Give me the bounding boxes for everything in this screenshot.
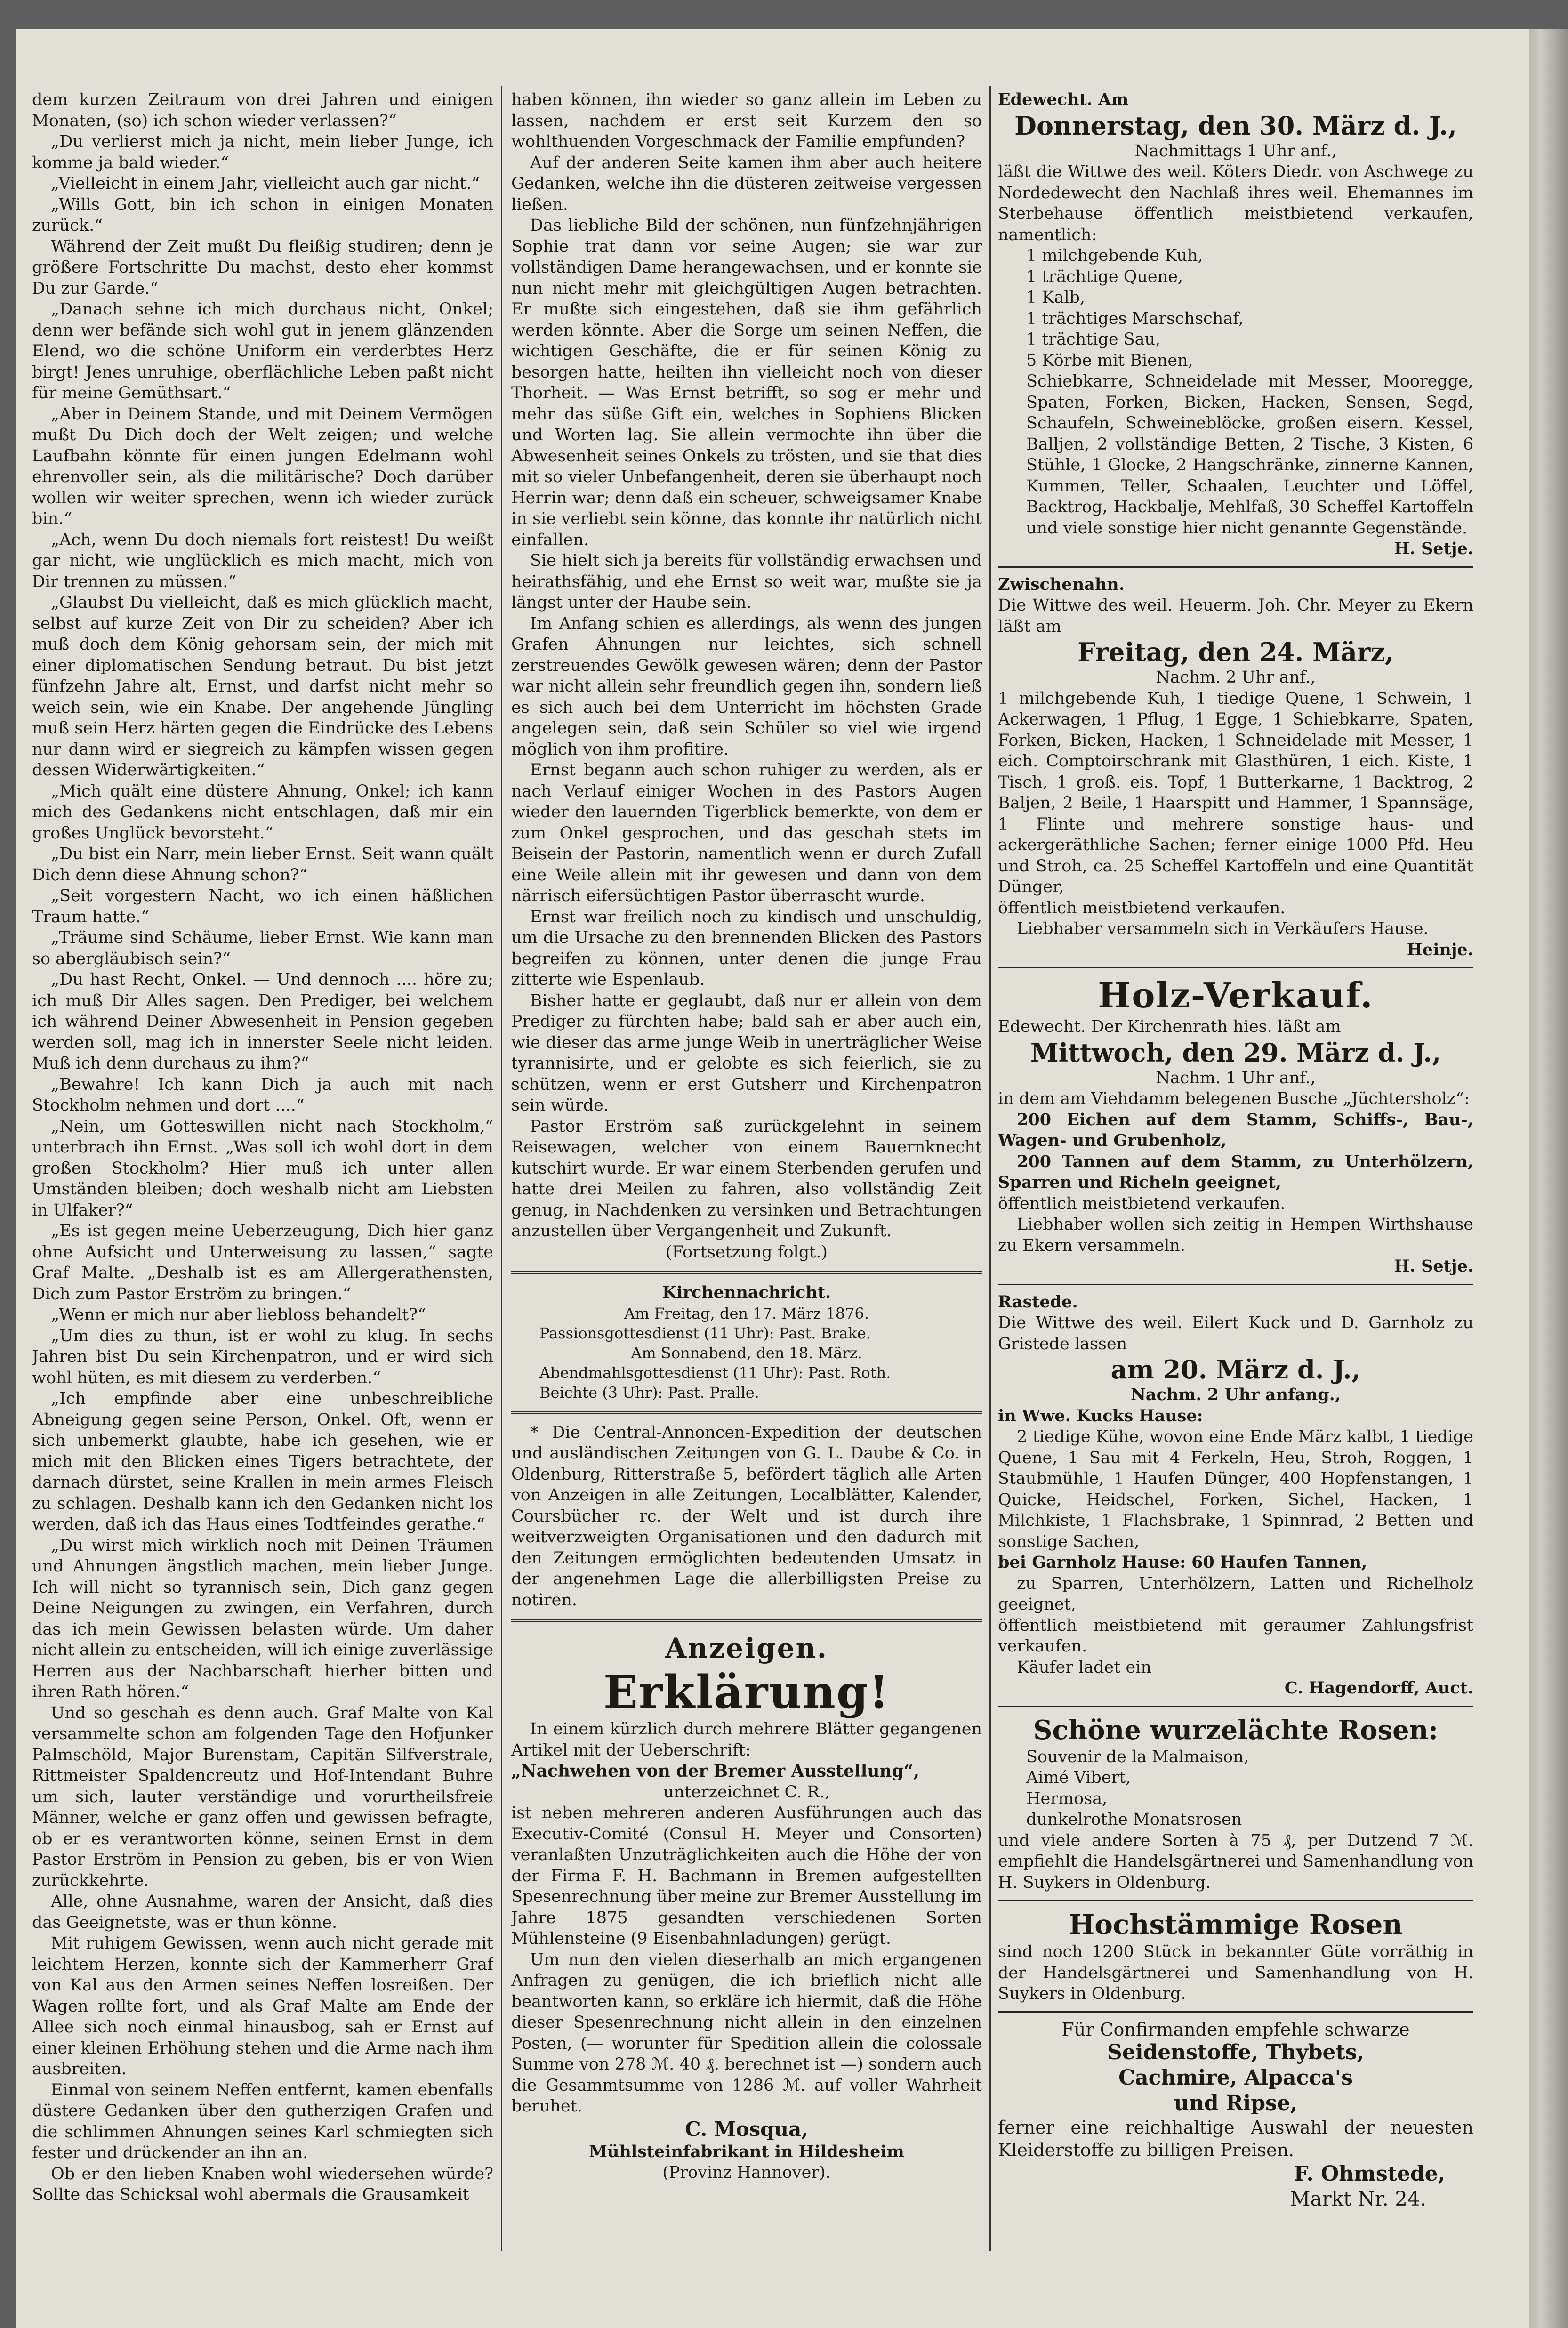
ad-line: Für Confirmanden empfehle schwarze <box>1061 2019 1410 2040</box>
ad-end: öffentlich meistbietend verkaufen. <box>998 1194 1286 1213</box>
ad-text: Schiebkarre, Schneidelade mit Messer, Mooregge, Spaten, Forken, Bicken, Hacken, Sensen, Segd, Schaufeln, Schweineblöcke, großen eisern. Kessel, Balljen, 2 vollständige Betten, 2 Tische, 3 Kisten, 6 Stühle, 1 Glocke, 2 Hangschränke, zinnerne Kannen, Kummen, Teller, Schaalen, Leuchter und Löffel, Backtrog, Hackbalje, Mehlfaß, 30 Scheffel Kartoffeln und viele sonstige hier nicht genannte Gegenstände. <box>1026 372 1473 538</box>
story-paragraph: Mit ruhigem Gewissen, wenn auch nicht gerade mit leichtem Herzen, konnte sich der Kammerherr Graf von Kal aus den Armen seines Neffen losreißen. Der Wagen rollte fort, und als Graf Malte am Ende der Allee sich noch einmal hinausbog, sah er Ernst auf einer kleinen Erhöhung stehen und die Arme nach ihm ausbreiten. <box>32 1934 493 2078</box>
ad-time: Nachm. 2 Uhr anf., <box>1156 668 1316 687</box>
ad-intro: Edewecht. Der Kirchenrath hies. läßt am <box>998 1017 1341 1036</box>
erklaerung-signature: C. Mosqua, <box>685 2117 808 2141</box>
ad-time: Nachm. 2 Uhr anfang., <box>1130 1385 1341 1404</box>
ads-header: Anzeigen. <box>665 1632 828 1664</box>
roses-ad <box>998 1714 1473 1893</box>
erklaerung-title: Erklärung! <box>603 1666 890 1719</box>
ad-place: Zwischenahn. <box>998 574 1125 594</box>
story-paragraph: Bisher hatte er geglaubt, daß nur er allein von dem Prediger zu fürchten habe; bald sah er aber auch ein, wie dieser das arme junge Weib in unerträglicher Weise tyrannisirte, und er gelobte es sich feierlich, sie zu schützen, wenn er erst Gutsherr und Kirchenpatron sein würde. <box>511 991 982 1115</box>
ad-text: 1 milchgebende Kuh, 1 tiedige Quene, 1 Schwein, 1 Ackerwagen, 1 Pflug, 1 Egge, 1 Schiebkarre, Spaten, Forken, Bicken, Hacken, 1 Schneidelade mit Messer, 1 eich. Comptoirschrank mit Glasthüren, 1 eich. Kiste, 1 Tisch, 1 groß. eis. Topf, 1 Butterkarne, 1 Backtrog, 2 Baljen, 2 Beile, 1 Haarspitt und Hammer, 1 Spannsäge, 1 Flinte und mehrere sonstige haus- und ackergeräthliche Sachen; ferner einige 1000 Pfd. Heu und Stroh, ca. 25 Scheffel Kartoffeln und eine Quantität Dünger, <box>998 689 1473 896</box>
ad-title: Hochstämmige Rosen <box>1069 1909 1403 1941</box>
ad-intro: Die Wittwe des weil. Eilert Kuck und D. Garnholz zu Gristede lassen <box>998 1313 1473 1353</box>
story-paragraph: Ernst war freilich noch zu kindisch und unschuldig, um die Ursache zu den brennenden Blicken des Pastors begreifen zu können, unter denen die junge Frau zitterte wie Espenlaub. <box>511 907 982 989</box>
divider <box>511 1271 982 1274</box>
ad-date: Freitag, den 24. März, <box>1077 637 1394 667</box>
erklaerung-signature-place: (Provinz Hannover). <box>662 2163 831 2182</box>
ad-item: 1 milchgebende Kuh, <box>1026 246 1203 265</box>
church-line: Am Freitag, den 17. März 1876. <box>624 1304 869 1322</box>
ad-place: Edewecht. Am <box>998 90 1129 109</box>
story-paragraph: „Mich quält eine düstere Ahnung, Onkel; ich kann mich des Gedankens nicht entschlagen, daß mir ein großes Unglück bevorsteht.“ <box>32 781 493 843</box>
rose-variety: Souvenir de la Malmaison, <box>1026 1747 1249 1766</box>
divider <box>998 566 1473 568</box>
story-column-1 <box>32 89 493 2206</box>
ad-intro: läßt die Wittwe des weil. Köters Diedr. von Aschwege zu Nordedewecht den Nachlaß ihres weil. Ehemannes im Sterbehause öffentlich meistbietend verkaufen, namentlich: <box>998 162 1473 244</box>
auction-ad-zwischenahn <box>998 574 1473 961</box>
ad-signature: C. Hagendorff, Auct. <box>1284 1678 1473 1698</box>
auction-ad-rastede <box>998 1292 1473 1699</box>
ad-item: 1 Kalb, <box>1026 288 1086 307</box>
ad-note: Liebhaber wollen sich zeitig in Hempen Wirthshause zu Ekern versammeln. <box>998 1215 1473 1255</box>
fabrics-ad <box>998 2019 1473 2212</box>
story-paragraph: „Wenn er mich nur aber liebloss behandelt?“ <box>51 1305 426 1324</box>
story-paragraph: „Ich empfinde aber eine unbeschreibliche Abneigung gegen seine Person, Onkel. Oft, wenn er sich unbemerkt glaubte, habe ich gesehen, wie er mich mit den Blicken eines Tigers betrachtete, der darnach dürstet, seine Krallen in mein armes Fleisch zu schlagen. Deshalb kann ich den Gedanken nicht los werden, daß ich das Haus eines Todtfeindes gerathe.“ <box>32 1389 493 1534</box>
divider <box>998 2011 1473 2013</box>
church-line: Abendmahlsgottesdienst (11 Uhr): Past. Roth. <box>539 1363 891 1382</box>
continued-note: (Fortsetzung folgt.) <box>665 1242 828 1262</box>
divider <box>998 967 1473 968</box>
ad-signature: H. Setje. <box>1394 539 1473 558</box>
church-line: Passionsgottesdienst (11 Uhr): Past. Brake. <box>539 1324 871 1342</box>
ad-line: Seidenstoffe, Thybets, <box>1107 2040 1364 2064</box>
ad-line: Cachmire, Alpacca's <box>1118 2066 1353 2090</box>
ad-title: Holz-Verkauf. <box>1098 975 1374 1016</box>
ad-title: Schöne wurzelächte Rosen: <box>1033 1714 1439 1746</box>
story-paragraph: Und so geschah es denn auch. Graf Malte von Kal versammelte schon am folgenden Tage den Hofjunker Palmschöld, Major Burenstam, Capitän Silfverstrale, Rittmeister Spaldencreutz und Hof-Intendant Buhre um sich, lauter verständige und vorurtheilsfreie Männer, welche er ganz offen und gewissen befragte, ob er es verantworten könne, seinen Ernst in dem Pastor Erström in Pension zu geben, bis er von Wien zurückkehrte. <box>32 1703 493 1890</box>
newspaper-page <box>16 29 1529 2328</box>
rose-variety: Aimé Vibert, <box>1026 1768 1131 1787</box>
story-paragraph: „Du wirst mich wirklich noch mit Deinen Träumen und Ahnungen ängstlich machen, mein lieber Junge. Ich will nicht so tyrannisch sein, Dich ganz gegen Deine Neigungen zu zwingen, ein Verfahren, durch das ich mein Gewissen belasten würde. Um daher nicht allein zu entscheiden, will ich einige zuverlässige Herren aus der Nachbarschaft hierher bitten und ihren Rath hören.“ <box>32 1536 493 1701</box>
erklaerung-text: ist neben mehreren anderen Ausführungen auch das Executiv-Comité (Consul H. Meyer und Consorten) veranlaßten Unzuträglichkeiten auch die Höhe der von der Firma F. H. Bachmann in Bremen aufgestellten Spesenrechnung über meine zur Bremer Ausstellung im Jahre 1875 gesandten verschiedenen Sorten Mühlensteine (9 Eisenbahnladungen) gerügt. <box>511 1804 982 1948</box>
ad-text: und viele andere Sorten à 75 ₰, per Dutzend 7 ℳ. empfiehlt die Handelsgärtnerei und Samenhandlung von H. Suykers in Oldenburg. <box>998 1831 1473 1892</box>
story-paragraph: „Danach sehne ich mich durchaus nicht, Onkel; denn wer befände sich wohl gut in jenem glänzenden Elend, wo die schöne Uniform ein verderbtes Herz birgt! Jenes unruhige, oberflächliche Leben paßt nicht für meine Gemüthsart.“ <box>32 300 493 403</box>
ad-item: 5 Körbe mit Bienen, <box>1026 351 1193 370</box>
ad-date: Mittwoch, den 29. März d. J., <box>1030 1037 1441 1068</box>
standard-roses-ad <box>998 1908 1473 2005</box>
erklaerung-text: Um nun den vielen dieserhalb an mich ergangenen Anfragen zu genügen, die ich brieflich nicht alle beantworten kann, so erkläre ich hiermit, daß die Höhe dieser Spesenrechnung nicht allein in den einzelnen Posten, (— worunter für Spedition allein die colossale Summe von 278 ℳ. 40 ₰. berechnet ist —) sondern auch die Gesammtsumme von 1286 ℳ. auf voller Wahrheit beruhet. <box>511 1950 982 2116</box>
story-paragraph: Im Anfang schien es allerdings, als wenn des jungen Grafen Ahnungen nur leichtes, sich schnell zerstreuendes Gewölk gewesen wären; denn der Pastor war nicht allein sehr freundlich gegen ihn, sondern ließ es sich auch bei dem Unterricht im höchsten Grade angelegen sein, daß sein Schüler so viel wie irgend möglich von ihm profitire. <box>511 614 982 759</box>
story-paragraph: „Du hast Recht, Onkel. — Und dennoch .... höre zu; ich muß Dir Alles sagen. Den Prediger, bei welchem ich während Deiner Abwesenheit in Pension gegeben werden soll, mag ich in innerster Seele nicht leiden. Muß ich denn durchaus zu ihm?“ <box>32 970 493 1073</box>
story-paragraph: „Glaubst Du vielleicht, daß es mich glücklich macht, selbst auf kurze Zeit von Dir zu scheiden? Aber ich muß doch dem König gehorsam sein, der mich mit einer diplomatischen Sendung betraut. Du bist jetzt fünfzehn Jahre alt, Ernst, und darfst nicht mehr so weich sein, wie ein Knabe. Der angehende Jüngling muß sein Herz härten gegen die Eindrücke des Lebens nur dann wird er siegreich zu kämpfen wissen gegen dessen Widerwärtigkeiten.“ <box>32 593 493 780</box>
ad-end: öffentlich meistbietend mit geraumer Zahlungsfrist verkaufen. <box>998 1616 1473 1656</box>
ad-line: 200 Tannen auf dem Stamm, zu Unterhölzern, Sparren und Richeln geeignet, <box>998 1152 1473 1192</box>
erklaerung-ad <box>511 1666 982 2183</box>
story-paragraph: Ernst begann auch schon ruhiger zu werden, als er nach Verlauf einiger Wochen in des Pastors Augen wieder den lauernden Tigerblick bemerkte, von dem er zum Onkel gesprochen, und das geschah stets im Beisein der Pastorin, namentlich wenn er durch Zufall eine Weile allein mit ihr gewesen und dann von dem närrisch eifersüchtigen Pastor überrascht wurde. <box>511 761 982 905</box>
ad-text: zu Sparren, Unterhölzern, Latten und Richelholz geeignet, <box>998 1574 1473 1614</box>
divider <box>511 1619 982 1622</box>
story-paragraph: Ob er den lieben Knaben wohl wiedersehen würde? Sollte das Schicksal wohl abermals die Grausamkeit <box>32 2164 493 2204</box>
timber-sale-ad <box>998 975 1473 1277</box>
ad-subheading: bei Garnholz Hause: 60 Haufen Tannen, <box>998 1553 1367 1572</box>
story-paragraph: „Du verlierst mich ja nicht, mein lieber Junge, ich komme ja bald wieder.“ <box>32 132 493 172</box>
story-paragraph: haben können, ihn wieder so ganz allein im Leben zu lassen, nachdem er erst seit Kurzem den so wohlthuenden Vorgeschmack der Familie empfunden? <box>511 90 982 151</box>
story-text-continued <box>511 89 982 1242</box>
column-rule <box>501 86 502 2251</box>
ad-date: am 20. März d. J., <box>1110 1354 1361 1385</box>
divider <box>998 1706 1473 1707</box>
column-rule <box>989 86 991 2251</box>
ad-note: Liebhaber versammeln sich in Verkäufers Hause. <box>1017 919 1429 938</box>
ad-item: 1 trächtige Sau, <box>1026 330 1161 349</box>
story-paragraph: Das liebliche Bild der schönen, nun fünfzehnjährigen Sophie trat dann vor seine Augen; sie war zur vollständigen Dame herangewachsen, und er konnte sie nun nicht mehr mit gleichgültigen Augen betrachten. Er mußte sich eingestehen, daß sie ihm gefährlich werden könnte. Aber die Sorge um seinen Neffen, die wichtigen Geschäfte, die er für seinen König zu besorgen hatte, heilten ihn vielleicht noch von dieser Thorheit. — Was Ernst betrifft, so sog er mehr und mehr das süße Gift ein, welches in Sophiens Blicken und Worten lag. Sie allein vermochte ihn über die Abwesenheit seines Onkels zu trösten, und sie that dies mit so vieler Unbefangenheit, deren sie überhaupt noch Herrin war; denn daß ein scheuer, schweigsamer Knabe in sie verliebt sein könne, das konnte ihr natürlich nicht einfallen. <box>511 216 982 549</box>
ad-intro: Die Wittwe des weil. Heuerm. Joh. Chr. Meyer zu Ekern läßt am <box>998 596 1473 636</box>
ad-text: in dem am Viehdamm belegenen Busche „Jüchtersholz“: <box>998 1089 1470 1108</box>
story-paragraph: „Um dies zu thun, ist er wohl zu klug. In sechs Jahren bist Du sein Kirchenpatron, und er wird sich wohl hüten, es mit diesem zu verderben.“ <box>32 1326 493 1387</box>
church-line: Beichte (3 Uhr): Past. Pralle. <box>539 1383 759 1402</box>
story-paragraph: Auf der anderen Seite kamen ihm aber auch heitere Gedanken, welche ihn die düsteren zeitweise vergessen ließen. <box>511 153 982 214</box>
auction-ad-edewecht <box>998 89 1473 560</box>
divider <box>998 1284 1473 1285</box>
story-paragraph: „Vielleicht in einem Jahr, vielleicht auch gar nicht.“ <box>51 174 480 193</box>
story-text <box>32 89 493 2206</box>
story-paragraph: Einmal von seinem Neffen entfernt, kamen ebenfalls düstere Gedanken über den gutherzigen Grafen und die schlimmen Ahnungen seines Karl schmiegten sich fester und drückender an ihn an. <box>32 2080 493 2162</box>
page-edge <box>1529 29 1568 2328</box>
divider <box>511 1411 982 1414</box>
ad-time: Nachm. 1 Uhr anf., <box>1156 1068 1316 1087</box>
church-title: Kirchennachricht. <box>662 1283 831 1302</box>
story-paragraph: Pastor Erström saß zurückgelehnt in seinem Reisewagen, welcher von einem Bauernknecht kutschirt wurde. Er war einem Sterbenden gerufen und hatte drei Meilen zu fahren, also vollständig Zeit genug, in Nachdenken zu versinken und Betrachtungen anzustellen über Vergangenheit und Zukunft. <box>511 1117 982 1241</box>
story-paragraph: „Träume sind Schäume, lieber Ernst. Wie kann man so abergläubisch sein?“ <box>32 928 493 968</box>
ad-time: Nachmittags 1 Uhr anf., <box>1134 141 1337 161</box>
annoncen-notice: * Die Central-Annoncen-Expedition der deutschen und ausländischen Zeitungen von G. L. Daube & Co. in Oldenburg, Ritterstraße 5, befördert täglich alle Arten von Anzeigen in alle Zeitungen, Localblätter, Kalender, Coursbücher rc. der Welt und ist durch ihre weitverzweigten Organisationen und den dadurch mit den Zeitungen ermöglichten bedeutenden Umsatz in der angenehmen Lage die allerbilligsten Preise zu notiren. <box>511 1423 982 1610</box>
ad-address: Markt Nr. 24. <box>1290 2187 1426 2210</box>
ad-subheading: in Wwe. Kucks Hause: <box>998 1406 1203 1426</box>
story-paragraph: „Ach, wenn Du doch niemals fort reistest! Du weißt gar nicht, wie unglücklich es mich macht, mich von Dir trennen zu müssen.“ <box>32 530 493 591</box>
church-line: Am Sonnabend, den 18. März. <box>631 1344 862 1362</box>
ad-signature: H. Setje. <box>1394 1257 1473 1276</box>
ad-item-list <box>998 245 1473 371</box>
story-paragraph: „Seit vorgestern Nacht, wo ich einen häßlichen Traum hatte.“ <box>32 886 493 926</box>
ad-item: 1 trächtige Quene, <box>1026 267 1183 286</box>
erklaerung-signature-title: Mühlsteinfabrikant in Hildesheim <box>589 2142 904 2161</box>
ads-column <box>998 89 1473 2211</box>
ad-text: sind noch 1200 Stück in bekannter Güte vorräthig in der Handelsgärtnerei und Samenhandlung von H. Suykers in Oldenburg. <box>998 1942 1473 2003</box>
rose-variety: Hermosa, <box>1026 1789 1108 1808</box>
erklaerung-headline: „Nachwehen von der Bremer Ausstellung“, <box>511 1761 920 1781</box>
ad-line: 200 Eichen auf dem Stamm, Schiffs-, Bau-, Wagen- und Grubenholz, <box>998 1110 1473 1150</box>
story-paragraph: „Bewahre! Ich kann Dich ja auch mit nach Stockholm nehmen und dort ....“ <box>32 1075 493 1115</box>
ad-place: Rastede. <box>998 1292 1078 1312</box>
divider <box>998 1900 1473 1901</box>
rose-variety: dunkelrothe Monatsrosen <box>1026 1810 1242 1829</box>
ad-item: 1 trächtiges Marschschaf, <box>1026 309 1244 328</box>
story-paragraph: Sie hielt sich ja bereits für vollständig erwachsen und heirathsfähig, und ehe Ernst so weit war, mußte sie ja längst unter der Haube sein. <box>511 551 982 612</box>
story-paragraph: Alle, ohne Ausnahme, waren der Ansicht, daß dies das Geeignetste, was er thun könne. <box>32 1892 493 1932</box>
church-notice <box>511 1282 982 1402</box>
story-paragraph: „Wills Gott, bin ich schon in einigen Monaten zurück.“ <box>32 195 493 235</box>
story-column-2 <box>511 89 982 2183</box>
ad-line: und Ripse, <box>1174 2091 1298 2115</box>
ad-note: Käufer ladet ein <box>1017 1658 1151 1677</box>
story-paragraph: Während der Zeit mußt Du fleißig studiren; denn je größere Fortschritte Du machst, desto eher kommst Du zur Garde.“ <box>32 237 493 298</box>
erklaerung-text: In einem kürzlich durch mehrere Blätter gegangenen Artikel mit der Ueberschrift: <box>511 1720 982 1760</box>
ad-date: Donnerstag, den 30. März d. J., <box>1014 110 1457 141</box>
story-paragraph: „Nein, um Gotteswillen nicht nach Stockholm,“ unterbrach ihn Ernst. „Was soll ich wohl dort in dem großen Stockholm? Hier muß ich unter allen Umständen bleiben; doch weshalb nicht am Liebsten in Ulfaker?“ <box>32 1117 493 1220</box>
ad-signature: F. Ohmstede, <box>1294 2162 1445 2186</box>
ad-text: ferner eine reichhaltige Auswahl der neuesten Kleiderstoffe zu billigen Preisen. <box>998 2117 1473 2160</box>
ad-text: 2 tiedige Kühe, wovon eine Ende März kalbt, 1 tiedige Quene, 1 Sau mit 4 Ferkeln, Heu, Stroh, Roggen, 1 Staubmühle, 1 Haufen Dünger, 400 Hopfenstangen, 1 Quicke, Heidschel, Forken, Sichel, Hacken, 1 Milchkiste, 1 Flachsbrake, 1 Spinnrad, 2 Betten und sonstige Sachen, <box>998 1427 1473 1551</box>
story-paragraph: „Aber in Deinem Stande, und mit Deinem Vermögen mußt Du Dich doch der Welt zeigen; und welche Laufbahn könnte für einen jungen Edelmann wohl ehrenvoller sein, als die militärische? Doch darüber wollen wir weiter sprechen, wenn ich wieder zurück bin.“ <box>32 404 493 528</box>
story-paragraph: dem kurzen Zeitraum von drei Jahren und einigen Monaten, (so) ich schon wieder verlassen?“ <box>32 90 493 130</box>
story-paragraph: „Du bist ein Narr, mein lieber Ernst. Seit wann quält Dich denn diese Ahnung schon?“ <box>32 845 493 885</box>
ad-end: öffentlich meistbietend verkaufen. <box>998 898 1286 918</box>
ad-signature: Heinje. <box>1407 940 1473 959</box>
rose-variety-list <box>998 1747 1473 1830</box>
story-paragraph: „Es ist gegen meine Ueberzeugung, Dich hier ganz ohne Aufsicht und Unterweisung zu lassen,“ sagte Graf Malte. „Deshalb ist es am Allergerathensten, Dich zum Pastor Erström zu bringen.“ <box>32 1222 493 1304</box>
erklaerung-signed: unterzeichnet C. R., <box>663 1782 830 1802</box>
